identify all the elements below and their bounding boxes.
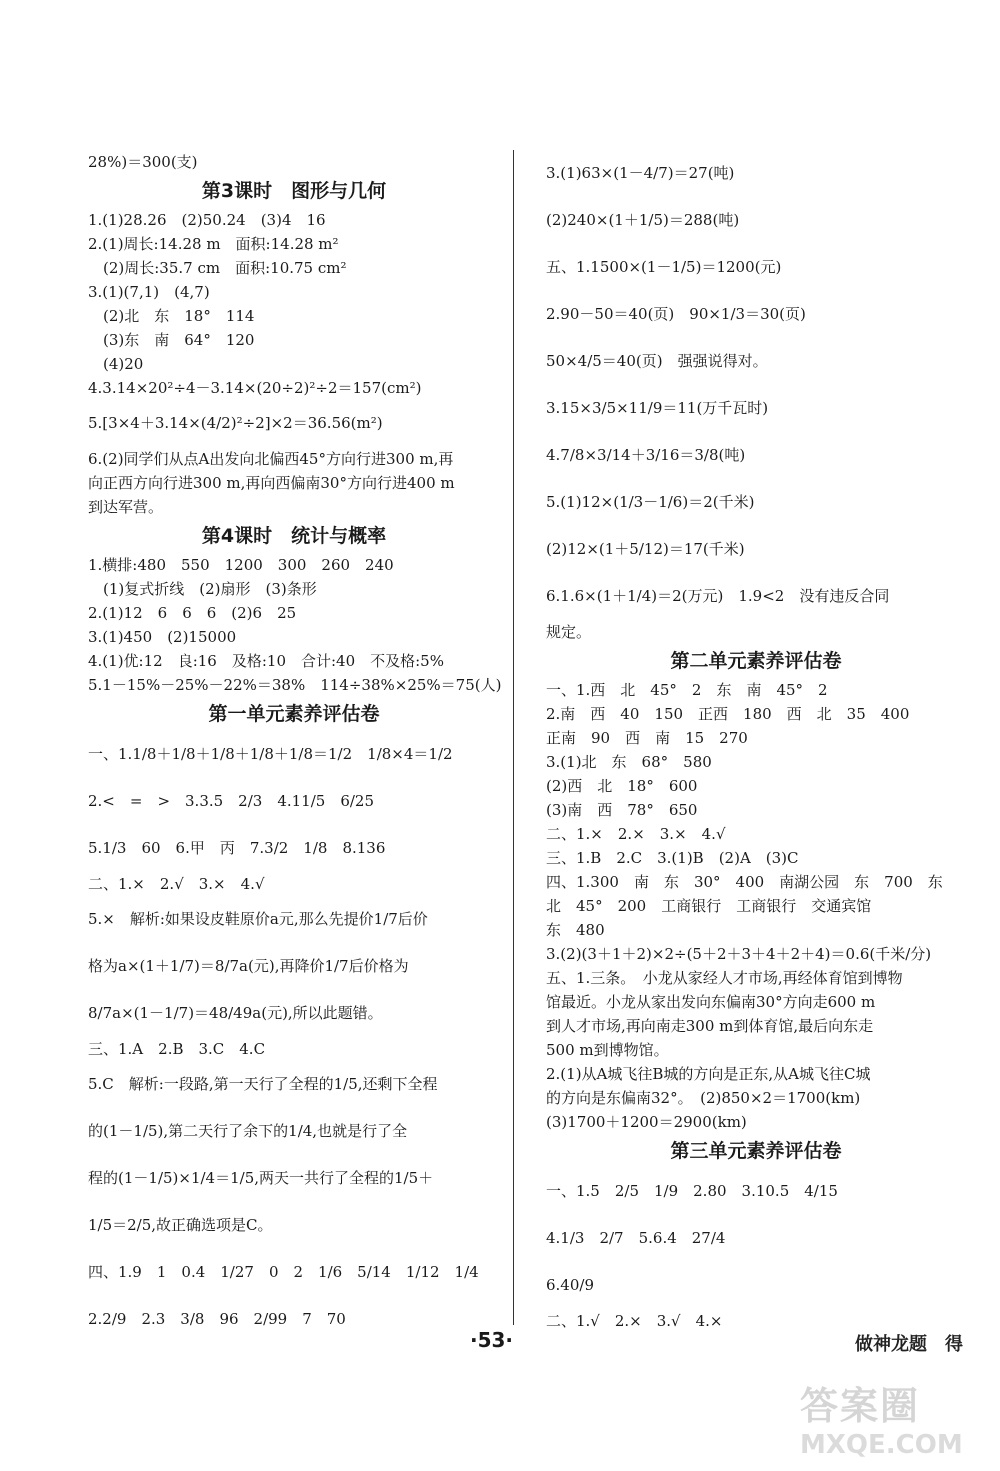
left-answer-line: 5.1－15%－25%－22%＝38% 114÷38%×25%＝75(人)	[88, 676, 502, 694]
left-answer-line: (1)复式折线 (2)扇形 (3)条形	[88, 580, 317, 598]
right-section-heading: 第二单元素养评估卷	[670, 650, 842, 672]
page-number: ·53·	[470, 1328, 514, 1352]
right-answer-line: 到人才市场,再向南走300 m到体育馆,最后向东走	[546, 1017, 874, 1035]
right-answer-line: 规定。	[546, 623, 592, 641]
right-answer-line: 五、1.1500×(1－1/5)＝1200(元)	[546, 258, 782, 276]
watermark-logo	[800, 1375, 990, 1465]
right-answer-line: 东 480	[546, 921, 605, 939]
right-answer-line: 三、1.B 2.C 3.(1)B (2)A (3)C	[546, 849, 799, 867]
right-answer-line: 的方向是东偏南32°。 (2)850×2＝1700(km)	[546, 1089, 861, 1107]
left-answer-line: 二、1.× 2.√ 3.× 4.√	[88, 875, 265, 893]
right-answer-line: 3.(1)63×(1－4/7)＝27(吨)	[546, 164, 735, 182]
right-answer-line: (3)南 西 78° 650	[546, 801, 698, 819]
left-column	[88, 150, 500, 1343]
right-answer-line: 50×4/5＝40(页) 强强说得对。	[546, 352, 768, 370]
left-answer-line: 6.(2)同学们从点A出发向北偏西45°方向行进300 m,再	[88, 450, 454, 468]
left-answer-line: 2.(1)12 6 6 6 (2)6 25	[88, 604, 297, 622]
right-answer-line: 一、1.西 北 45° 2 东 南 45° 2	[546, 681, 828, 699]
brand-slogan: 做神龙题 得	[855, 1334, 963, 1355]
left-answer-line: (3)东 南 64° 120	[88, 331, 255, 349]
left-answer-line: 5.[3×4＋3.14×(4/2)²÷2]×2＝36.56(m²)	[88, 414, 383, 432]
column-divider	[513, 150, 514, 1325]
left-answer-line: (2)周长:35.7 cm 面积:10.75 cm²	[88, 259, 347, 277]
left-answer-line: 2.(1)周长:14.28 m 面积:14.28 m²	[88, 235, 339, 253]
right-answer-line: 3.(2)(3＋1＋2)×2÷(5＋2＋3＋4＋2＋4)＝0.6(千米/分)	[546, 945, 932, 963]
left-answer-line: 2.< = > 3.3.5 2/3 4.11/5 6/25	[88, 792, 375, 810]
left-answer-line: 四、1.9 1 0.4 1/27 0 2 1/6 5/14 1/12 1/4	[88, 1263, 479, 1281]
right-answer-line: (2)西 北 18° 600	[546, 777, 698, 795]
right-column	[546, 150, 966, 1333]
left-section-heading: 第一单元素养评估卷	[208, 703, 380, 725]
left-answer-line: 4.3.14×20²÷4－3.14×(20÷2)²÷2＝157(cm²)	[88, 379, 422, 397]
right-answer-line: (2)240×(1＋1/5)＝288(吨)	[546, 211, 740, 229]
right-answer-line: 4.1/3 2/7 5.6.4 27/4	[546, 1229, 726, 1247]
right-answer-line: 二、1.× 2.× 3.× 4.√	[546, 825, 726, 843]
right-section-heading: 第三单元素养评估卷	[670, 1140, 842, 1162]
right-answer-line: 2.南 西 40 150 正西 180 西 北 35 400	[546, 705, 910, 723]
left-answer-line: 一、1.1/8＋1/8＋1/8＋1/8＋1/8＝1/2 1/8×4＝1/2	[88, 745, 453, 763]
right-answer-line: 4.7/8×3/14＋3/16＝3/8(吨)	[546, 446, 746, 464]
left-answer-line: 1.横排:480 550 1200 300 260 240	[88, 556, 394, 574]
left-answer-line: 28%)＝300(支)	[88, 153, 198, 171]
left-answer-line: 1.(1)28.26 (2)50.24 (3)4 16	[88, 211, 326, 229]
left-answer-line: 程的(1－1/5)×1/4＝1/5,两天一共行了全程的1/5＋	[88, 1169, 434, 1187]
right-answer-line: 500 m到博物馆。	[546, 1041, 669, 1059]
watermark-text: 答案圈	[800, 1384, 921, 1428]
left-answer-line: 3.(1)(7,1) (4,7)	[88, 283, 210, 301]
left-answer-line: 3.(1)450 (2)15000	[88, 628, 237, 646]
right-answer-line: (2)12×(1＋5/12)＝17(千米)	[546, 540, 745, 558]
right-answer-line: 2.(1)从A城飞往B城的方向是正东,从A城飞往C城	[546, 1065, 871, 1083]
left-answer-line: 格为a×(1＋1/7)＝8/7a(元),再降价1/7后价格为	[88, 957, 409, 975]
left-section-heading: 第3课时 图形与几何	[201, 180, 387, 202]
left-answer-line: 的(1－1/5),第二天行了余下的1/4,也就是行了全	[88, 1122, 408, 1140]
left-answer-line: 5.C 解析:一段路,第一天行了全程的1/5,还剩下全程	[88, 1075, 438, 1093]
right-answer-line: 5.(1)12×(1/3－1/6)＝2(千米)	[546, 493, 755, 511]
watermark-url: MXQE.COM	[800, 1430, 963, 1460]
right-answer-line: 北 45° 200 工商银行 工商银行 交通宾馆	[546, 897, 872, 915]
left-answer-line: (2)北 东 18° 114	[88, 307, 255, 325]
right-answer-line: 6.1.6×(1＋1/4)＝2(万元) 1.9<2 没有违反合同	[546, 587, 890, 605]
right-answer-line: 3.(1)北 东 68° 580	[546, 753, 712, 771]
right-answer-line: 馆最近。小龙从家出发向东偏南30°方向走600 m	[546, 993, 876, 1011]
right-answer-line: 3.15×3/5×11/9＝11(万千瓦时)	[546, 399, 769, 417]
left-answer-line: 1/5＝2/5,故正确选项是C。	[88, 1216, 273, 1234]
left-answer-line: 5.1/3 60 6.甲 丙 7.3/2 1/8 8.136	[88, 839, 386, 857]
right-answer-line: 五、1.三条。 小龙从家经人才市场,再经体育馆到博物	[546, 969, 903, 987]
right-answer-line: 正南 90 西 南 15 270	[546, 729, 748, 747]
right-answer-line: 6.40/9	[546, 1276, 594, 1294]
left-answer-line: 向正西方向行进300 m,再向西偏南30°方向行进400 m	[88, 474, 455, 492]
right-answer-line: 四、1.300 南 东 30° 400 南湖公园 东 700 东	[546, 873, 943, 891]
left-answer-line: 8/7a×(1－1/7)＝48/49a(元),所以此题错。	[88, 1004, 383, 1022]
right-answer-line: 二、1.√ 2.× 3.√ 4.×	[546, 1312, 723, 1330]
left-answer-line: 到达军营。	[88, 498, 164, 516]
left-answer-line: 4.(1)优:12 良:16 及格:10 合计:40 不及格:5%	[88, 652, 444, 670]
left-answer-line: 2.2/9 2.3 3/8 96 2/99 7 70	[88, 1310, 346, 1328]
right-answer-line: 2.90－50＝40(页) 90×1/3＝30(页)	[546, 305, 806, 323]
left-answer-line: 三、1.A 2.B 3.C 4.C	[88, 1040, 266, 1058]
right-answer-line: (3)1700＋1200＝2900(km)	[546, 1113, 747, 1131]
right-answer-line: 一、1.5 2/5 1/9 2.80 3.10.5 4/15	[546, 1182, 838, 1200]
left-answer-line: (4)20	[88, 355, 144, 373]
left-answer-line: 5.× 解析:如果设皮鞋原价a元,那么先提价1/7后价	[88, 910, 428, 928]
left-section-heading: 第4课时 统计与概率	[201, 525, 387, 547]
